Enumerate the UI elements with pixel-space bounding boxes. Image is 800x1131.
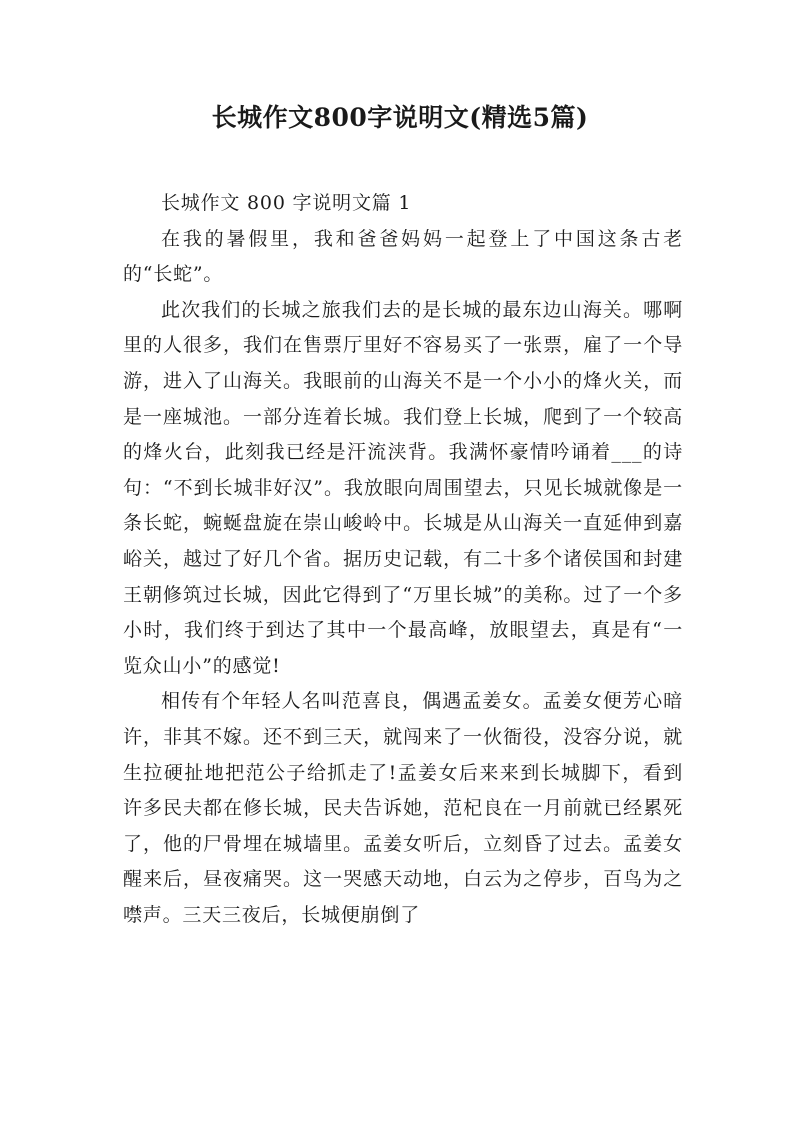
section-heading: 长城作文 800 字说明文篇 1 [161, 192, 412, 214]
paragraph: 此次我们的长城之旅我们去的是长城的最东边山海关。哪啊里的人很多，我们在售票厅里好不容易买了一张票，雇了一个导游，进入了山海关。我眼前的山海关不是一个小小的烽火关，而是一座城池。一部分连着长城。我们登上长城，爬到了一个较高的烽火台，此刻我已经是汗流浃背。我满怀豪情吟诵着___的诗句：“不到长城非好汉”。我放眼向周围望去，只见长城就像是一条长蛇，蜿蜒盘旋在崇山峻岭中。长城是从山海关一直延伸到嘉峪关，越过了好几个省。据历史记载，有二十多个诸侯国和封建王朝修筑过长城，因此它得到了“万里长城”的美称。过了一个多小时，我们终于到达了其中一个最高峰，放眼望去，真是有“一览众山小”的感觉! [123, 298, 683, 677]
paragraph: 在我的暑假里，我和爸爸妈妈一起登上了中国这条古老的“长蛇”。 [123, 227, 683, 286]
paragraph: 相传有个年轻人名叫范喜良，偶遇孟姜女。孟姜女便芳心暗许，非其不嫁。还不到三天，就闯来了一伙衙役，没容分说，就生拉硬扯地把范公子给抓走了!孟姜女后来来到长城脚下，看到许多民夫都在修长城，民夫告诉她，范杞良在一月前就已经累死了，他的尸骨埋在城墙里。孟姜女听后，立刻昏了过去。孟姜女醒来后，昼夜痛哭。这一哭感天动地，白云为之停步，百鸟为之噤声。三天三夜后，长城便崩倒了 [123, 690, 683, 926]
page-title: 长城作文800字说明文(精选5篇) [211, 103, 589, 132]
article-body [123, 186, 683, 933]
